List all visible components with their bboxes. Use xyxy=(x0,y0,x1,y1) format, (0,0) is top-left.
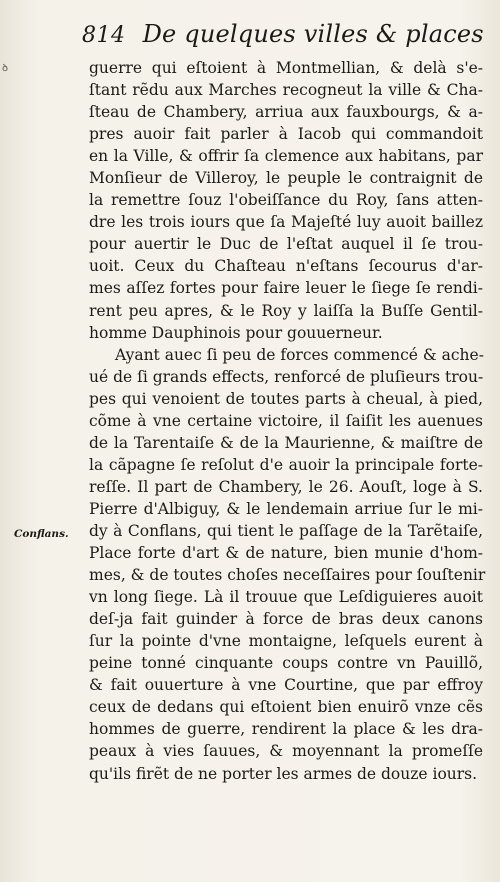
text-line: dre les trois iours que ſa Majeſté luy auoit baillez xyxy=(89,213,483,232)
text-line: rent peu apres, & le Roy y laiſſa la Buſſe Gentil- xyxy=(89,301,483,320)
text-line: mes, & de toutes choſes neceſſaires pour ſouſtenir xyxy=(89,566,486,585)
text-line: de la Tarentaiſe & de la Maurienne, & maiſtre de xyxy=(89,433,483,452)
text-line: ſur la pointe d'vne montaigne, leſquels eurent à xyxy=(89,632,483,651)
text-line: en la Ville, & offrir ſa clemence aux habitans, par xyxy=(89,147,483,166)
text-line: reſſe. Il part de Chambery, le 26. Aouſt, loge à S. xyxy=(89,477,483,496)
margin-mark: ꝺ xyxy=(2,63,8,74)
page-number: 814 xyxy=(82,23,126,48)
text-line: pres auoir fait parler à Iacob qui commandoit xyxy=(89,125,483,144)
text-line: vn long ſiege. Là il trouue que Leſdiguieres auoit xyxy=(89,588,483,607)
text-line: ſtant rẽdu aux Marches recogneut la ville & Cha- xyxy=(89,81,483,100)
text-line: peine tonné cinquante coups contre vn Pauillõ, xyxy=(89,654,483,673)
text-line: Pierre d'Albiguy, & le lendemain arriue ſur le mi- xyxy=(89,499,483,518)
text-line: Place forte d'art & de nature, bien munie d'hom- xyxy=(89,544,483,563)
text-line: guerre qui eſtoient à Montmellian, & delà s'e- xyxy=(89,59,483,77)
text-line: ceux de dedans qui eſtoient bien enuirõ vnze cẽs xyxy=(89,698,483,717)
text-line: cõme à vne certaine victoire, il ſaiſit les auenues xyxy=(89,411,483,430)
text-line: Ayant auec ſi peu de forces commencé & ache- xyxy=(115,345,484,364)
text-line: homme Dauphinois pour gouuerneur. xyxy=(89,323,383,342)
text-line: hommes de guerre, rendirent la place & les dra- xyxy=(89,720,483,739)
margin-note: Conflans. xyxy=(14,528,69,540)
text-line: deſ-ja fait guinder à force de bras deux canons xyxy=(89,610,483,629)
text-line: uoit. Ceux du Chaſteau n'eſtans ſecourus d'ar- xyxy=(89,257,483,276)
text-line: pour auertir le Duc de l'eſtat auquel il ſe trou- xyxy=(89,235,483,254)
text-line: & fait ouuerture à vne Courtine, que par effroy xyxy=(89,676,483,695)
text-line: pes qui venoient de toutes parts à cheual, à pied, xyxy=(89,389,483,408)
text-line: la remettre ſouz l'obeiſſance du Roy, ſans atten- xyxy=(89,191,483,210)
body-text xyxy=(89,57,486,785)
text-line: dy à Conflans, qui tient le paſſage de la Tarẽtaiſe, xyxy=(89,521,483,540)
text-line: ſteau de Chambery, arriua aux fauxbourgs, & a- xyxy=(89,103,483,122)
text-line: qu'ils firẽt de ne porter les armes de douze iours. xyxy=(89,764,478,783)
running-title: De quelques villes & places xyxy=(142,20,484,48)
text-line: mes aſſez fortes pour faire leuer le ſiege ſe rendi- xyxy=(89,279,483,298)
text-line: la cãpagne ſe reſolut d'e auoir la principale forte- xyxy=(89,455,483,474)
page-header xyxy=(82,20,482,54)
text-line: peaux à vies ſauues, & moyennant la promeſſe xyxy=(89,742,483,761)
text-line: Monſieur de Villeroy, le peuple le contraignit de xyxy=(89,169,483,188)
text-line: ué de ſi grands effects, renforcé de pluſieurs trou- xyxy=(89,367,484,386)
